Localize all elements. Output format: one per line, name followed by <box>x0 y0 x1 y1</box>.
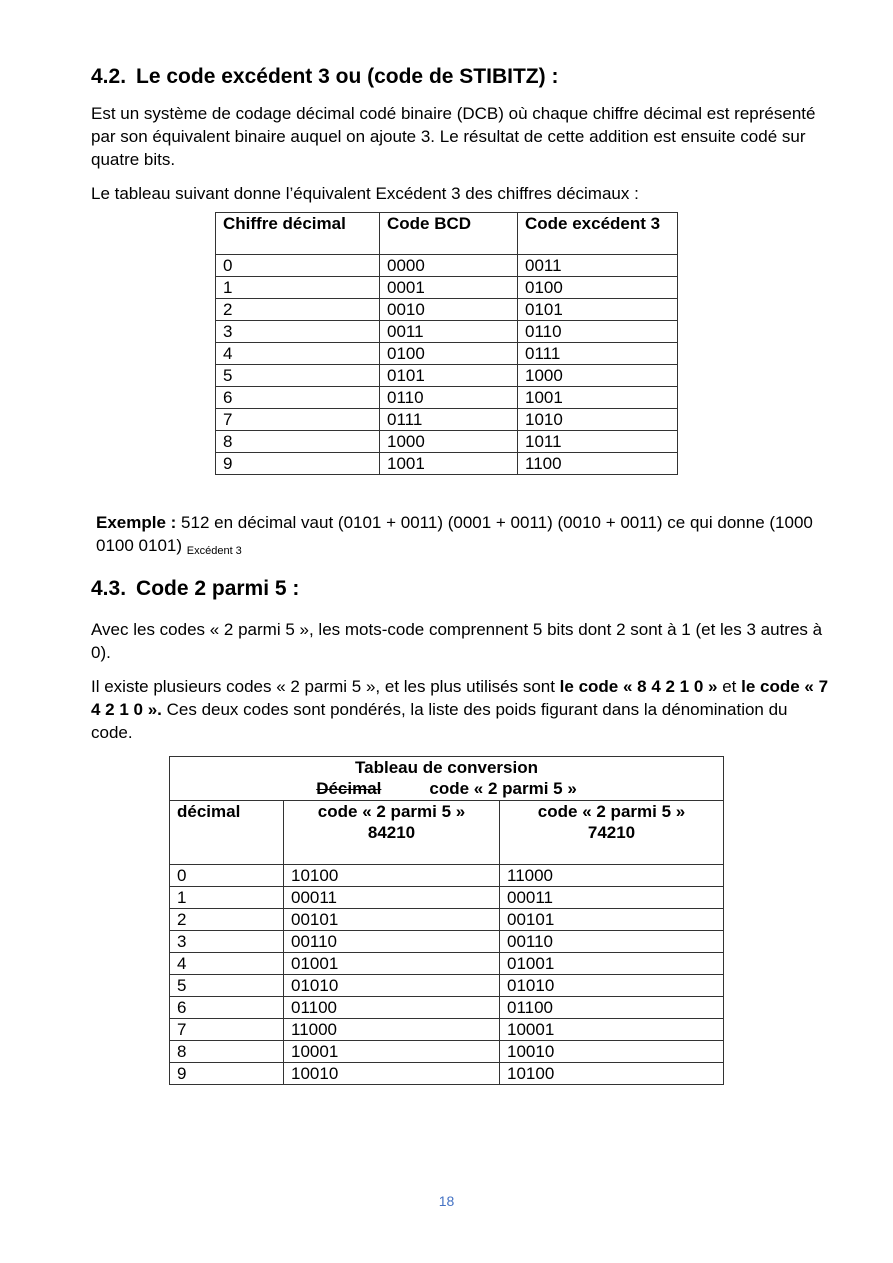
table-cell: 1000 <box>380 431 518 453</box>
table-cell: 01001 <box>284 953 500 975</box>
page-number: 18 <box>438 1193 455 1209</box>
table-cell: 1000 <box>518 365 678 387</box>
table-row <box>170 887 724 909</box>
bold-run: le code « 7 4 2 1 0 ». <box>91 677 829 719</box>
table-row <box>170 865 724 887</box>
table-cell: 0000 <box>380 255 518 277</box>
table-row <box>170 931 724 953</box>
table-cell: 10001 <box>284 1041 500 1063</box>
table-cell: 0110 <box>518 321 678 343</box>
table-cell: 0011 <box>518 255 678 277</box>
table-cell: 0001 <box>380 277 518 299</box>
table-row <box>170 1063 724 1085</box>
table-cell: 1011 <box>518 431 678 453</box>
table-cell: 0010 <box>380 299 518 321</box>
table-cell: 01100 <box>500 997 724 1019</box>
table-cell: 6 <box>170 997 284 1019</box>
table-cell: 00110 <box>500 931 724 953</box>
table-cell: 1 <box>216 277 380 299</box>
caption-code: code « 2 parmi 5 » <box>429 779 577 798</box>
table-cell: 0 <box>216 255 380 277</box>
table-cell: 0111 <box>518 343 678 365</box>
text-run: Il existe plusieurs codes « 2 parmi 5 », et les plus utilisés sont <box>91 677 560 696</box>
paragraph-2-of-5-codes <box>91 675 831 744</box>
table-cell: 0100 <box>380 343 518 365</box>
table-caption <box>170 757 724 801</box>
table-cell: 01100 <box>284 997 500 1019</box>
paragraph-2-of-5-definition: Avec les codes « 2 parmi 5 », les mots-code comprennent 5 bits dont 2 sont à 1 (et les 3 autres à 0). <box>91 620 823 662</box>
table-row <box>170 975 724 997</box>
example-label: Exemple : <box>96 513 177 532</box>
column-header <box>500 801 724 865</box>
table-cell: 11000 <box>500 865 724 887</box>
table-cell: 6 <box>216 387 380 409</box>
table-cell: 5 <box>216 365 380 387</box>
table-cell: 01010 <box>500 975 724 997</box>
table-cell: 10100 <box>500 1063 724 1085</box>
table-cell: 01010 <box>284 975 500 997</box>
table-row <box>216 343 678 365</box>
table-row <box>216 365 678 387</box>
example-paragraph <box>96 511 831 563</box>
section-number: 4.3. <box>91 577 127 600</box>
table-row <box>216 387 678 409</box>
table-cell: 1001 <box>518 387 678 409</box>
table-cell: 1 <box>170 887 284 909</box>
column-header-line: code « 2 parmi 5 » <box>537 802 686 821</box>
section-title: Code 2 parmi 5 : <box>136 577 300 600</box>
section-heading-excess3 <box>91 62 831 92</box>
table-row <box>216 321 678 343</box>
table-cell: 00101 <box>500 909 724 931</box>
table-row <box>170 909 724 931</box>
table-cell: 0110 <box>380 387 518 409</box>
table-cell: 1001 <box>380 453 518 475</box>
table-cell: 0100 <box>518 277 678 299</box>
caption-title: Tableau de conversion <box>355 758 538 777</box>
text-run: et <box>717 677 742 696</box>
table-cell: 7 <box>170 1019 284 1041</box>
table-cell: 9 <box>170 1063 284 1085</box>
table-cell: 00110 <box>284 931 500 953</box>
excess3-table <box>215 212 678 475</box>
section-number: 4.2. <box>91 65 127 88</box>
table-cell: 3 <box>170 931 284 953</box>
table-row <box>170 953 724 975</box>
table-row <box>216 453 678 475</box>
table-cell: 3 <box>216 321 380 343</box>
column-header-line: décimal <box>177 802 241 821</box>
table-cell: 2 <box>170 909 284 931</box>
table-row <box>216 409 678 431</box>
table-row <box>170 1041 724 1063</box>
paragraph-excess3-definition: Est un système de codage décimal codé binaire (DCB) où chaque chiffre décimal est représenté par son équivalent binaire auquel on ajoute 3. Le résultat de cette addition est ensuite codé sur quatre bits. <box>91 104 816 169</box>
table-cell: 4 <box>216 343 380 365</box>
table-cell: 00101 <box>284 909 500 931</box>
column-header-line: 84210 <box>367 823 416 842</box>
table-cell: 9 <box>216 453 380 475</box>
table-cell: 0011 <box>380 321 518 343</box>
table-row <box>216 255 678 277</box>
table-cell: 1100 <box>518 453 678 475</box>
table-cell: 11000 <box>284 1019 500 1041</box>
table-row <box>216 431 678 453</box>
table-cell: 7 <box>216 409 380 431</box>
two-of-five-table <box>169 756 724 1085</box>
table-cell: 10010 <box>284 1063 500 1085</box>
table-cell: 8 <box>170 1041 284 1063</box>
table-header-row <box>216 213 678 255</box>
table-row <box>216 299 678 321</box>
table-cell: 10010 <box>500 1041 724 1063</box>
example-text: 512 en décimal vaut (0101 + 0011) (0001 + 0011) (0010 + 0011) ce qui donne (1000 0100 0101) <box>96 513 813 555</box>
table-cell: 00011 <box>284 887 500 909</box>
table-cell: 0101 <box>518 299 678 321</box>
table-header-row <box>170 801 724 865</box>
column-header <box>170 801 284 865</box>
caption-decimal: Décimal <box>316 779 382 798</box>
table-cell: 2 <box>216 299 380 321</box>
text-run: Ces deux codes sont pondérés, la liste des poids figurant dans la dénomination du code. <box>91 700 788 742</box>
caption-subtitle <box>177 778 716 799</box>
document-page <box>91 62 831 1085</box>
table-cell: 0 <box>170 865 284 887</box>
table-cell: 10100 <box>284 865 500 887</box>
table-cell: 0101 <box>380 365 518 387</box>
table-row <box>170 997 724 1019</box>
table-cell: 01001 <box>500 953 724 975</box>
paragraph-table-intro: Le tableau suivant donne l’équivalent Excédent 3 des chiffres décimaux : <box>91 184 639 203</box>
table-cell: 10001 <box>500 1019 724 1041</box>
bold-run: le code « 8 4 2 1 0 » <box>559 677 718 696</box>
column-header: Code BCD <box>380 213 518 255</box>
table-cell: 8 <box>216 431 380 453</box>
table-row <box>170 1019 724 1041</box>
table-cell: 5 <box>170 975 284 997</box>
table-caption-row <box>170 757 724 801</box>
table-cell: 0111 <box>380 409 518 431</box>
table-row <box>216 277 678 299</box>
column-header: Chiffre décimal <box>216 213 380 255</box>
section-heading-2-of-5 <box>91 574 831 604</box>
column-header-line: code « 2 parmi 5 » <box>317 802 466 821</box>
section-title: Le code excédent 3 ou (code de STIBITZ) : <box>136 65 559 88</box>
table-cell: 1010 <box>518 409 678 431</box>
table-cell: 4 <box>170 953 284 975</box>
column-header-line: 74210 <box>587 823 636 842</box>
column-header: Code excédent 3 <box>518 213 678 255</box>
column-header <box>284 801 500 865</box>
table-cell: 00011 <box>500 887 724 909</box>
example-subscript: Excédent 3 <box>186 545 242 557</box>
